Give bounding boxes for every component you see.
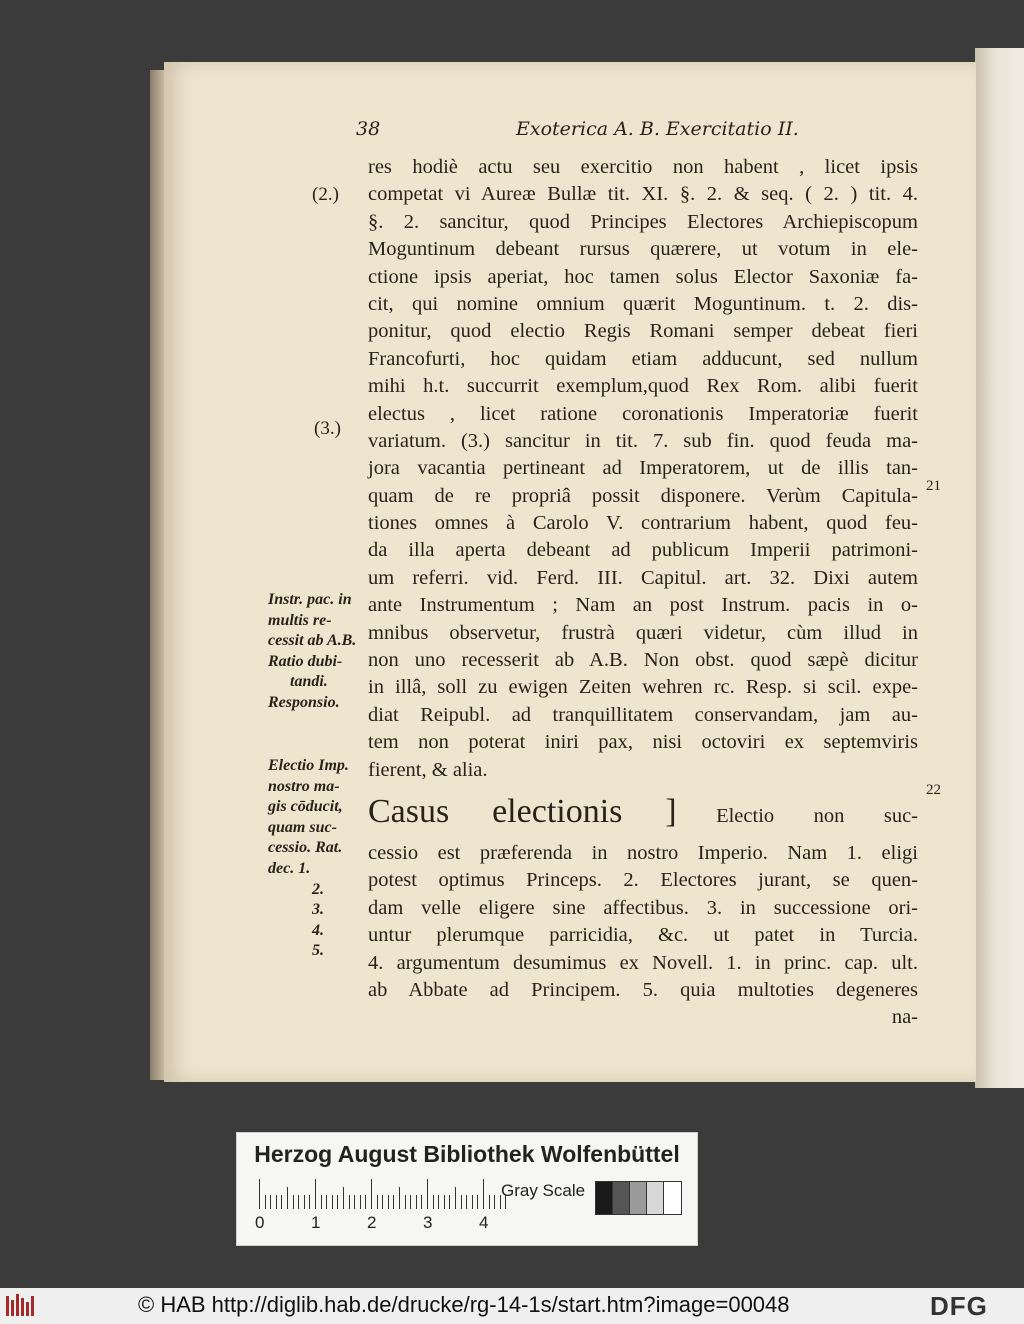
section-heading-line bbox=[368, 784, 918, 840]
text-line: jora vacantia pertineant ad Imperatorem, ut de illis tan- bbox=[368, 457, 918, 480]
text-line: da illa aperta debeant ad publicum Imperii patrimoni- bbox=[368, 539, 918, 562]
hab-logo-icon bbox=[6, 1294, 38, 1318]
text-line: electus , licet ratione coronationis Imperatoriæ fuerit bbox=[368, 402, 918, 425]
text-line: ctione ipsis aperiat, hoc tamen solus Elector Saxoniæ fa- bbox=[368, 265, 918, 288]
ruler-tick bbox=[405, 1195, 406, 1209]
text-line: mihi h.t. succurrit exemplum,quod Rex Rom. alibi fuerit bbox=[368, 375, 918, 398]
text-line: cit, qui nomine omnium quærit Moguntinum. t. 2. dis- bbox=[368, 292, 918, 315]
ruler-tick bbox=[265, 1195, 266, 1209]
text-line: cessio est præferenda in nostro Imperio. Nam 1. eligi bbox=[368, 841, 918, 864]
scale-ruler bbox=[259, 1179, 495, 1209]
text-line: variatum. (3.) sancitur in tit. 7. sub fin. quod feuda ma- bbox=[368, 429, 918, 452]
grayscale-label: Gray Scale bbox=[501, 1181, 586, 1200]
margin-note-line: tandi. bbox=[290, 673, 328, 691]
page-body bbox=[368, 154, 918, 1032]
ruler-tick bbox=[326, 1195, 327, 1209]
margin-note-line: Responsio. bbox=[268, 693, 340, 711]
ruler-label: 2 bbox=[367, 1213, 377, 1232]
text-line: Francofurti, hoc quidam etiam adducunt, sed nullum bbox=[368, 347, 918, 370]
ruler-label: 3 bbox=[423, 1213, 433, 1232]
text-line: competat vi Aureæ Bullæ tit. XI. §. 2. & seq. ( 2. ) tit. 4. bbox=[368, 183, 918, 206]
ruler-tick bbox=[332, 1195, 333, 1209]
text-line: 4. argumentum desumimus ex Novell. 1. in princ. cap. ult. bbox=[368, 951, 918, 974]
text-line: fierent, & alia. bbox=[368, 758, 488, 781]
ruler-label: 0 bbox=[255, 1213, 265, 1232]
running-head bbox=[356, 118, 976, 148]
ruler-tick bbox=[382, 1195, 383, 1209]
ruler-tick bbox=[270, 1195, 271, 1209]
ruler-tick bbox=[365, 1195, 366, 1209]
ruler-tick bbox=[298, 1195, 299, 1209]
footer-bar bbox=[0, 1288, 1024, 1324]
ruler-tick bbox=[466, 1195, 467, 1209]
source-url[interactable]: © HAB http://diglib.hab.de/drucke/rg-14-1s/start.htm?image=00048 bbox=[138, 1292, 790, 1317]
margin-note-line: nostro ma- bbox=[268, 777, 340, 795]
ruler-tick bbox=[483, 1179, 484, 1209]
ruler-tick bbox=[399, 1187, 400, 1209]
ruler-tick bbox=[337, 1195, 338, 1209]
ruler-label: 4 bbox=[479, 1213, 489, 1232]
ruler-tick bbox=[388, 1195, 389, 1209]
margin-note-line: 4. bbox=[312, 921, 324, 939]
ruler-tick bbox=[489, 1195, 490, 1209]
ruler-tick bbox=[477, 1195, 478, 1209]
text-line: ante Instrumentum ; Nam an post Instrum. pacis in o- bbox=[368, 594, 918, 617]
ruler-tick bbox=[427, 1179, 428, 1209]
margin-note-electio bbox=[268, 756, 349, 962]
dfg-logo: DFG bbox=[930, 1291, 988, 1321]
margin-note-line: Electio Imp. bbox=[268, 757, 349, 774]
ruler-tick bbox=[438, 1195, 439, 1209]
ruler-tick bbox=[377, 1195, 378, 1209]
ruler-tick bbox=[494, 1195, 495, 1209]
ruler-tick bbox=[449, 1195, 450, 1209]
right-margin-number-22: 22 bbox=[926, 782, 941, 798]
ruler-tick bbox=[343, 1187, 344, 1209]
margin-note-line: Instr. pac. in bbox=[268, 591, 352, 608]
ruler-tick bbox=[371, 1179, 372, 1209]
margin-note-line: 5. bbox=[312, 942, 324, 960]
text-line: dam velle eligere sine affectibus. 3. in successione ori- bbox=[368, 896, 918, 919]
ruler-tick bbox=[293, 1195, 294, 1209]
ruler-label: 1 bbox=[311, 1213, 321, 1232]
margin-note-line: dec. 1. bbox=[268, 859, 311, 877]
section-heading: Casus electionis ] bbox=[368, 792, 677, 830]
margin-note-line: cessit ab A.B. bbox=[268, 632, 357, 650]
ruler-tick bbox=[315, 1179, 316, 1209]
margin-number-3: (3.) bbox=[314, 418, 341, 439]
right-margin-number-21: 21 bbox=[926, 478, 941, 494]
page-number: 38 bbox=[356, 118, 381, 140]
margin-number-2: (2.) bbox=[312, 184, 339, 205]
text-line: ponitur, quod electio Regis Romani semper debeat fieri bbox=[368, 320, 918, 343]
color-calibration-card bbox=[236, 1132, 698, 1246]
ruler-tick bbox=[276, 1195, 277, 1209]
margin-note-line: 3. bbox=[312, 901, 324, 919]
text-line: tiones omnes à Carolo V. contrarium habent, quod feu- bbox=[368, 512, 918, 535]
text-line: mnibus observetur, frustrà quæri videtur, cùm illud in bbox=[368, 621, 918, 644]
text-line: §. 2. sancitur, quod Principes Electores Archiepiscopum bbox=[368, 210, 918, 233]
ruler-tick bbox=[259, 1179, 260, 1209]
ruler-tick bbox=[281, 1195, 282, 1209]
text-line: res hodiè actu seu exercitio non habent , licet ipsis bbox=[368, 156, 918, 178]
text-line: in illâ, soll zu ewigen Zeiten wehren rc. Resp. si scil. expe- bbox=[368, 676, 918, 699]
margin-note-line: multis re- bbox=[268, 611, 332, 629]
running-title: Exoterica A. B. Exercitatio II. bbox=[516, 118, 799, 140]
text-line: potest optimus Princeps. 2. Electores jurant, se quen- bbox=[368, 869, 918, 892]
ruler-tick bbox=[393, 1195, 394, 1209]
ruler-tick bbox=[360, 1195, 361, 1209]
text-line: non uno recesserit ab A.B. Non obst. quod sæpè dicitur bbox=[368, 649, 918, 672]
margin-note-instrument bbox=[268, 590, 356, 714]
ruler-tick bbox=[354, 1195, 355, 1209]
ruler-tick bbox=[304, 1195, 305, 1209]
text-line: untur plerumque parricidia, &c. ut patet in Turcia. bbox=[368, 924, 918, 947]
text-line: quam de re propriâ possit disponere. Verùm Capitula- bbox=[368, 484, 918, 507]
grayscale-swatch bbox=[663, 1181, 682, 1215]
margin-note-line: 2. bbox=[312, 880, 324, 898]
facing-page-edge bbox=[975, 48, 1024, 1088]
margin-note-line: gis cōducit, bbox=[268, 798, 343, 816]
text-line: Moguntinum debeant rursus quærere, ut votum in ele- bbox=[368, 238, 918, 261]
text-line: diat Reipubl. ad tranquillitatem conservandam, jam au- bbox=[368, 703, 918, 726]
ruler-tick bbox=[421, 1195, 422, 1209]
text-line: ab Abbate ad Principem. 5. quia multoties degeneres bbox=[368, 978, 918, 1001]
catchword: na- bbox=[891, 1006, 918, 1029]
ruler-tick bbox=[433, 1195, 434, 1209]
ruler-tick bbox=[287, 1187, 288, 1209]
ruler-tick bbox=[321, 1195, 322, 1209]
library-name: Herzog August Bibliothek Wolfenbüttel bbox=[254, 1141, 680, 1167]
section-heading-rest: Electio non suc- bbox=[716, 804, 919, 827]
ruler-tick bbox=[416, 1195, 417, 1209]
ruler-tick bbox=[455, 1187, 456, 1209]
ruler-tick bbox=[461, 1195, 462, 1209]
text-line: tem non poterat iniri pax, nisi octoviri ex septemviris bbox=[368, 731, 918, 754]
margin-note-line: cessio. Rat. bbox=[268, 839, 343, 857]
ruler-tick bbox=[410, 1195, 411, 1209]
ruler-tick bbox=[349, 1195, 350, 1209]
text-line: um referri. vid. Ferd. III. Capitul. art. 32. Dixi autem bbox=[368, 566, 918, 589]
margin-note-line: Ratio dubi- bbox=[268, 652, 343, 670]
margin-note-line: quam suc- bbox=[268, 818, 337, 836]
ruler-tick bbox=[472, 1195, 473, 1209]
ruler-tick bbox=[444, 1195, 445, 1209]
ruler-tick bbox=[309, 1195, 310, 1209]
